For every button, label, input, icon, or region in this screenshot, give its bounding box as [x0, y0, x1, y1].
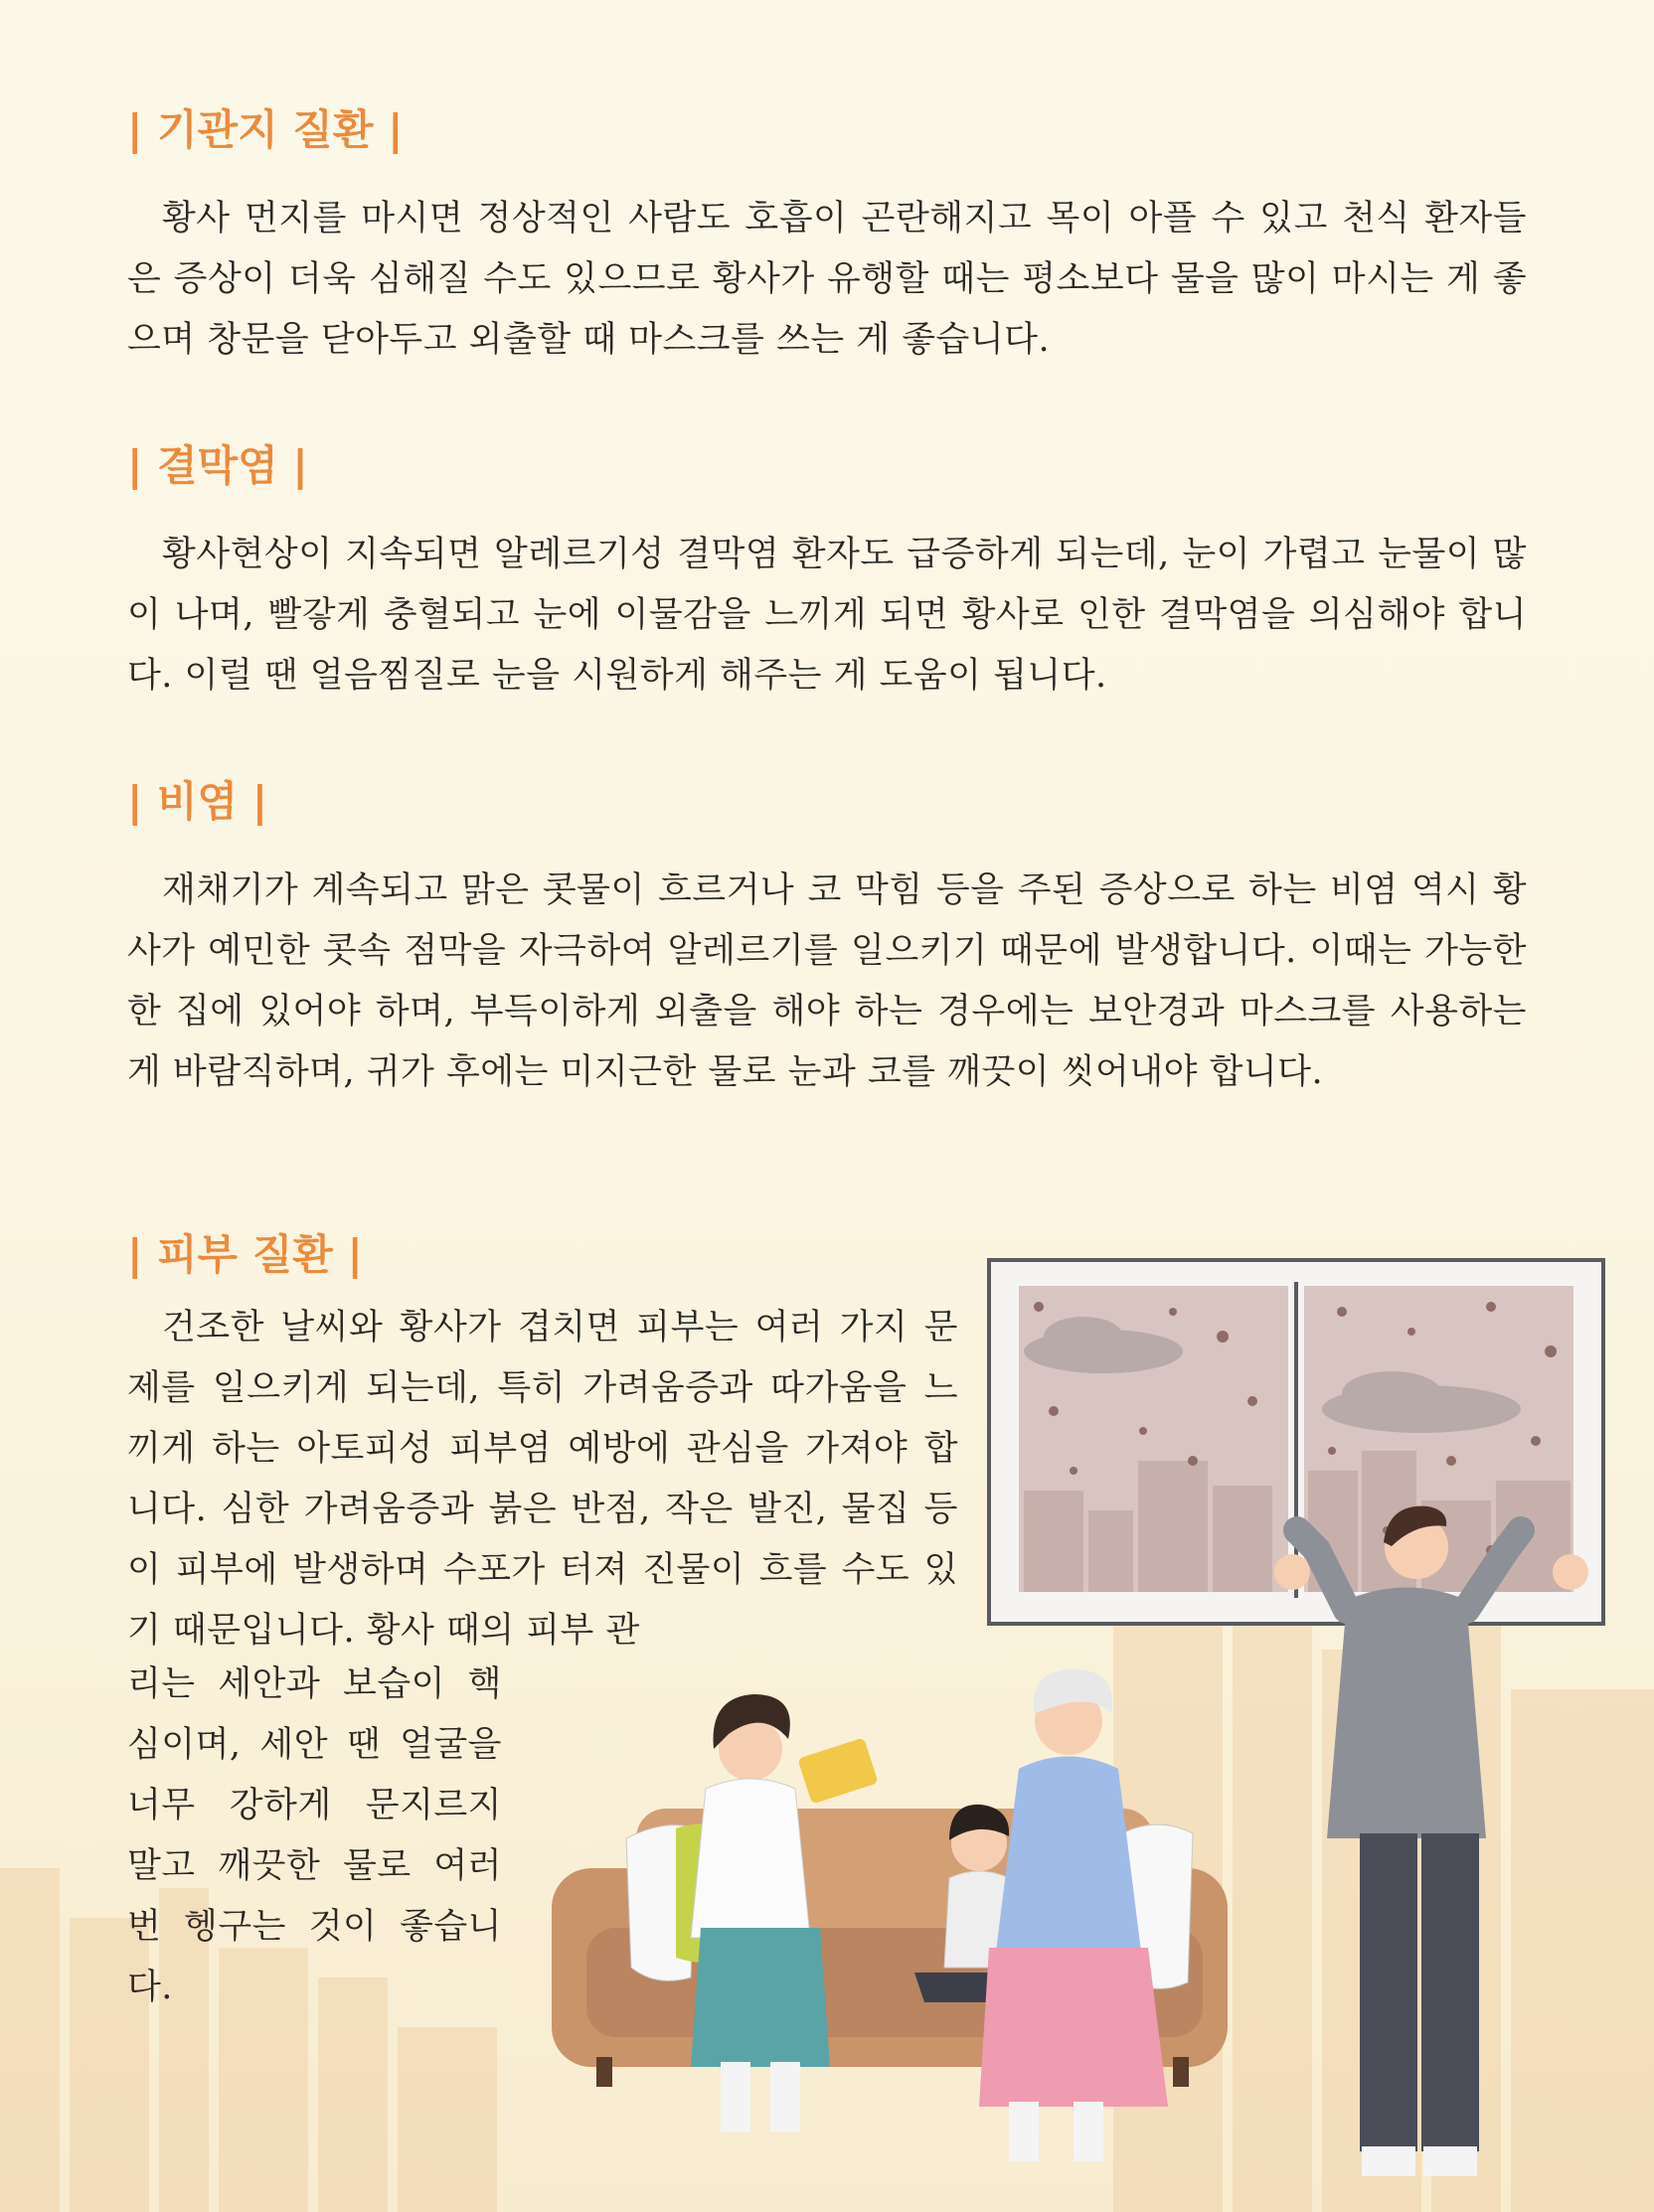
heading-separator: |	[127, 777, 143, 826]
section-body: 건조한 날씨와 황사가 겹치면 피부는 여러 가지 문제를 일으키게 되는데, 특히 가려움증과 따가움을 느끼게 하는 아토피성 피부염 예방에 관심을 가져야 합니다. 심한 가려움증과 붉은 반점, 작은 발진, 물집 등이 피부에 발생하며 수포가 터져 진물이 흐를 수도 있기 때문입니다. 황사 때의 피부 관	[127, 1308, 958, 1651]
section-heading	[127, 105, 1527, 154]
heading-separator: |	[388, 105, 404, 154]
heading-separator: |	[292, 441, 308, 490]
heading-separator: |	[127, 441, 143, 490]
heading-separator: |	[127, 1230, 143, 1279]
heading-title: 피부 질환	[156, 1230, 333, 1279]
section-body: 황사현상이 지속되면 알레르기성 결막염 환자도 급증하게 되는데, 눈이 가렵고 눈물이 많이 나며, 빨갛게 충혈되고 눈에 이물감을 느끼게 되면 황사로 인한 결막염을 의심해야 합니다. 이럴 땐 얼음찜질로 눈을 시원하게 해주는 게 도움이 됩니다.	[127, 535, 1527, 696]
heading-separator: |	[127, 105, 143, 154]
heading-separator: |	[251, 777, 268, 826]
section-heading	[127, 441, 1527, 490]
section-skin	[127, 1230, 958, 1279]
section-rhinitis	[127, 777, 1528, 1103]
section-bronchial	[127, 105, 1527, 371]
heading-title: 비염	[156, 777, 239, 826]
heading-title: 결막염	[156, 441, 278, 490]
section-body: 황사 먼지를 마시면 정상적인 사람도 호흡이 곤란해지고 목이 아플 수 있고 천식 환자들은 증상이 더욱 심해질 수도 있으므로 황사가 유행할 때는 평소보다 물을 많이 마시는 게 좋으며 창문을 닫아두고 외출할 때 마스크를 쓰는 게 좋습니다.	[127, 199, 1527, 360]
section-conjunctivitis	[127, 441, 1527, 707]
heading-separator: |	[347, 1230, 363, 1279]
heading-title: 기관지 질환	[156, 105, 374, 154]
section-body-continued: 리는 세안과 보습이 핵심이며, 세안 땐 얼굴을 너무 강하게 문지르지 말고 깨끗한 물로 여러 번 헹구는 것이 좋습니다.	[127, 1664, 502, 2007]
section-heading	[127, 1230, 958, 1279]
section-body: 재채기가 계속되고 맑은 콧물이 흐르거나 코 막힘 등을 주된 증상으로 하는 비염 역시 황사가 예민한 콧속 점막을 자극하여 알레르기를 일으키기 때문에 발생합니다. 이때는 가능한 한 집에 있어야 하며, 부득이하게 외출을 해야 하는 경우에는 보안경과 마스크를 사용하는 게 바람직하며, 귀가 후에는 미지근한 물로 눈과 코를 깨끗이 씻어내야 합니다.	[127, 870, 1528, 1092]
section-heading	[127, 777, 1527, 826]
